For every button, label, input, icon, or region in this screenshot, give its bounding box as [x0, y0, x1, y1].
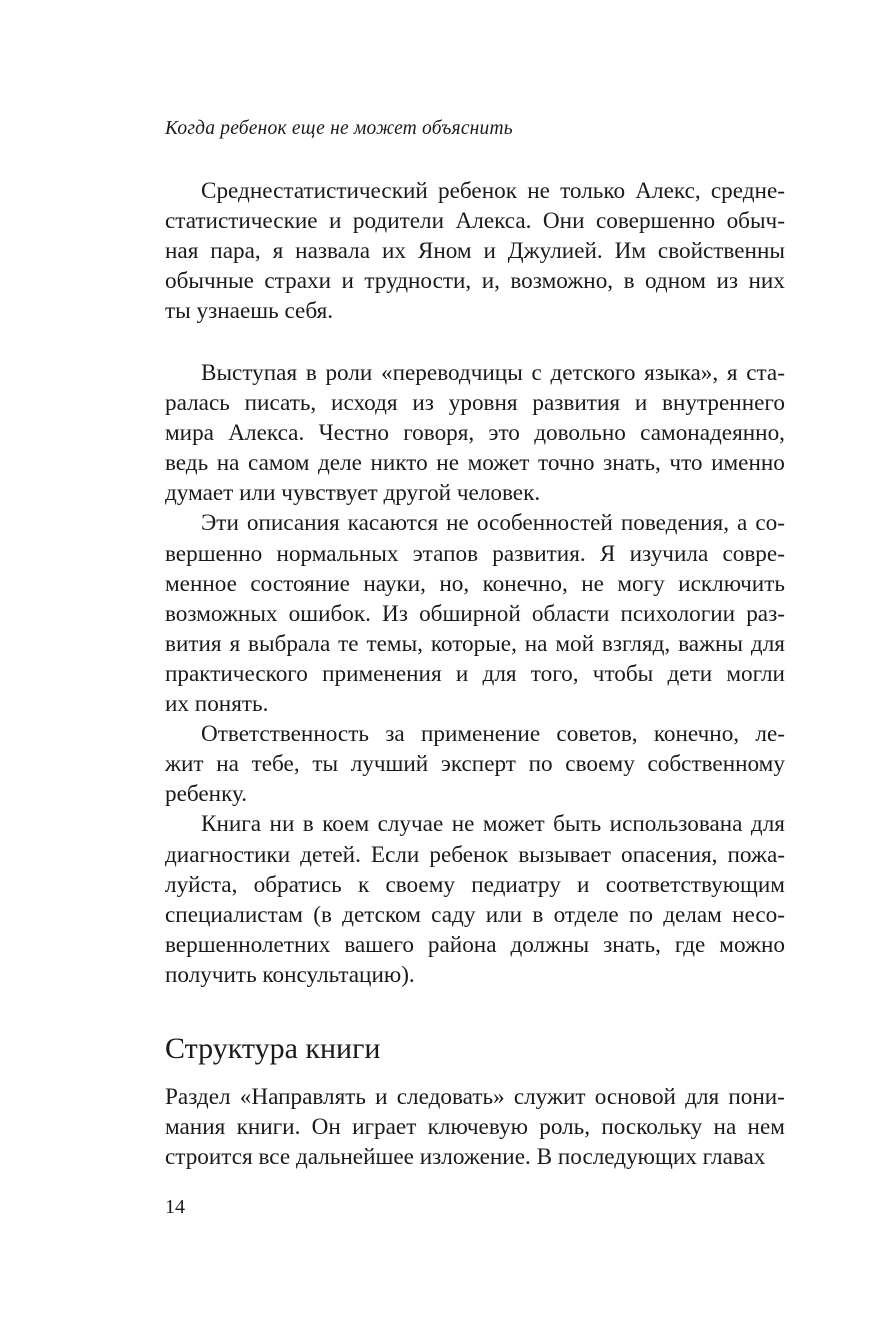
- text-line: получить консультацию).: [165, 961, 415, 988]
- text-line: Раздел «Направлять и следовать» служит основой для пони-: [165, 1084, 785, 1110]
- text-line: статистические и родители Алекса. Они совершенно обыч-: [165, 208, 785, 235]
- text-line: обычные страхи и трудности, и, возможно, в одном из них: [165, 268, 785, 295]
- text-line: Эти описания касаются не особенностей поведения, а со-: [201, 510, 785, 537]
- text-line: мира Алекса. Честно говоря, это довольно самонадеянно,: [165, 420, 785, 447]
- paragraph: [165, 719, 785, 809]
- text-line: их понять.: [165, 691, 269, 718]
- section-heading: Структура книги: [165, 1032, 381, 1065]
- text-line: специалистам (в детском саду или в отделе по делам несо-: [165, 901, 785, 928]
- text-line: жит на тебе, ты лучший эксперт по своему собственному: [165, 751, 785, 778]
- text-line: практического применения и для того, чтобы дети могли: [165, 660, 785, 687]
- text-line: вития я выбрала те темы, которые, на мой взгляд, важны для: [165, 630, 785, 657]
- paragraph: [165, 176, 785, 326]
- text-line: строится все дальнейшее изложение. В последующих главах: [165, 1144, 766, 1171]
- text-line: ная пара, я назвала их Яном и Джулией. Им свойственны: [165, 238, 785, 265]
- paragraph: [165, 508, 785, 719]
- paragraph: [165, 1082, 785, 1172]
- text-line: думает или чувствует другой человек.: [165, 480, 541, 507]
- text-line: ведь на самом деле никто не может точно знать, что именно: [165, 450, 785, 477]
- text-line: Выступая в роли «переводчицы с детского языка», я ста-: [201, 360, 785, 386]
- text-line: луйста, обратись к своему педиатру и соответствующим: [165, 871, 785, 898]
- text-line: Среднестатистический ребенок не только Алекс, средне-: [201, 178, 785, 204]
- paragraph: [165, 809, 785, 990]
- text-line: Ответственность за применение советов, конечно, ле-: [201, 721, 785, 748]
- body-text-block-intro: [165, 176, 785, 326]
- text-line: вершенно нормальных этапов развития. Я изучила совре-: [165, 540, 785, 567]
- text-line: ребенку.: [165, 781, 248, 808]
- text-line: ралась писать, исходя из уровня развития и внутреннего: [165, 390, 785, 417]
- body-text-block-main: [165, 358, 785, 990]
- text-line: Книга ни в коем случае не может быть использована для: [201, 811, 785, 838]
- paragraph: [165, 358, 785, 508]
- text-line: диагностики детей. Если ребенок вызывает опасения, пожа-: [165, 841, 785, 868]
- page-number: 14: [165, 1196, 185, 1218]
- text-line: вершеннолетних вашего района должны знать, где можно: [165, 931, 785, 958]
- text-line: возможных ошибок. Из обширной области психологии раз-: [165, 600, 785, 627]
- running-head: Когда ребенок еще не может объяснить: [165, 118, 513, 139]
- text-line: мания книги. Он играет ключевую роль, поскольку на нем: [165, 1114, 785, 1141]
- text-line: менное состояние науки, но, конечно, не могу исключить: [165, 570, 785, 597]
- text-line: ты узнаешь себя.: [165, 298, 334, 325]
- section-text-block: [165, 1082, 785, 1172]
